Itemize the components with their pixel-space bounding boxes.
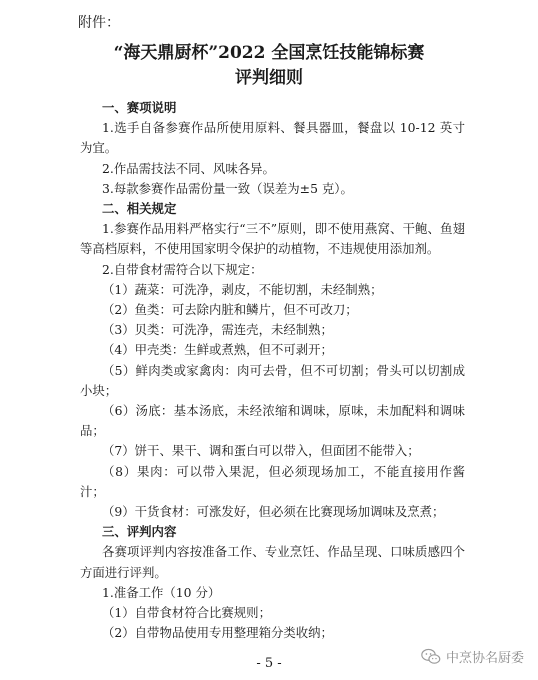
paragraph: 1.准备工作（10 分） xyxy=(102,584,221,600)
document-body xyxy=(80,98,465,643)
paragraph: （1）蔬菜：可洗净，剥皮，不能切割，未经制熟； xyxy=(102,281,383,297)
paragraph: （2）鱼类：可去除内脏和鳞片，但不可改刀； xyxy=(102,302,358,318)
wechat-icon xyxy=(421,648,441,665)
paragraph: （8）果肉：可以带入果泥，但必须现场加工，不能直接用作酱汁； xyxy=(80,463,465,499)
paragraph: 各赛项评判内容按准备工作、专业烹饪、作品呈现、口味质感四个方面进行评判。 xyxy=(80,544,465,580)
paragraph: 1.参赛作品用料严格实行“三不”原则，即不使用燕窝、干鲍、鱼翅等高档原料，不使用国家明令保护的动植物，不违规使用添加剂。 xyxy=(80,221,465,257)
page-number: - 5 - xyxy=(256,656,282,671)
paragraph: 2.自带食材需符合以下规定： xyxy=(102,261,263,277)
paragraph: （6）汤底：基本汤底，未经浓缩和调味，原味，未加配料和调味品； xyxy=(80,403,465,439)
paragraph: （9）干货食材：可涨发好，但必须在比赛现场加调味及烹煮； xyxy=(102,504,445,520)
paragraph: 2.作品需技法不同、风味各异。 xyxy=(102,160,275,176)
paragraph: （2）自带物品使用专用整理箱分类收纳； xyxy=(102,625,333,641)
paragraph: （5）鲜肉类或家禽肉：肉可去骨，但不可切割；骨头可以切割成小块； xyxy=(80,362,465,398)
section-heading: 二、相关规定 xyxy=(102,201,177,217)
paragraph: 3.每款参赛作品需份量一致（误差为±5 克）。 xyxy=(102,180,353,196)
section-heading: 三、评判内容 xyxy=(102,524,177,540)
watermark-text: 中烹协名厨委 xyxy=(445,651,524,666)
document-subtitle: 评判细则 xyxy=(235,68,303,88)
paragraph: （1）自带食材符合比赛规则； xyxy=(102,605,271,621)
paragraph: （3）贝类：可洗净，需连壳，未经制熟； xyxy=(102,322,333,338)
paragraph: （4）甲壳类：生鲜或煮熟，但不可剥开； xyxy=(102,342,333,358)
paragraph: （7）饼干、果干、调和蛋白可以带入，但面团不能带入； xyxy=(102,443,420,459)
attachment-label: 附件： xyxy=(78,15,120,31)
watermark xyxy=(421,647,524,666)
paragraph: 1.选手自备参赛作品所使用原料、餐具器皿，餐盘以 10-12 英寸为宜。 xyxy=(80,120,465,156)
document-title: “海天鼎厨杯”2022 全国烹饪技能锦标赛 xyxy=(113,43,425,63)
section-heading: 一、赛项说明 xyxy=(102,100,177,115)
